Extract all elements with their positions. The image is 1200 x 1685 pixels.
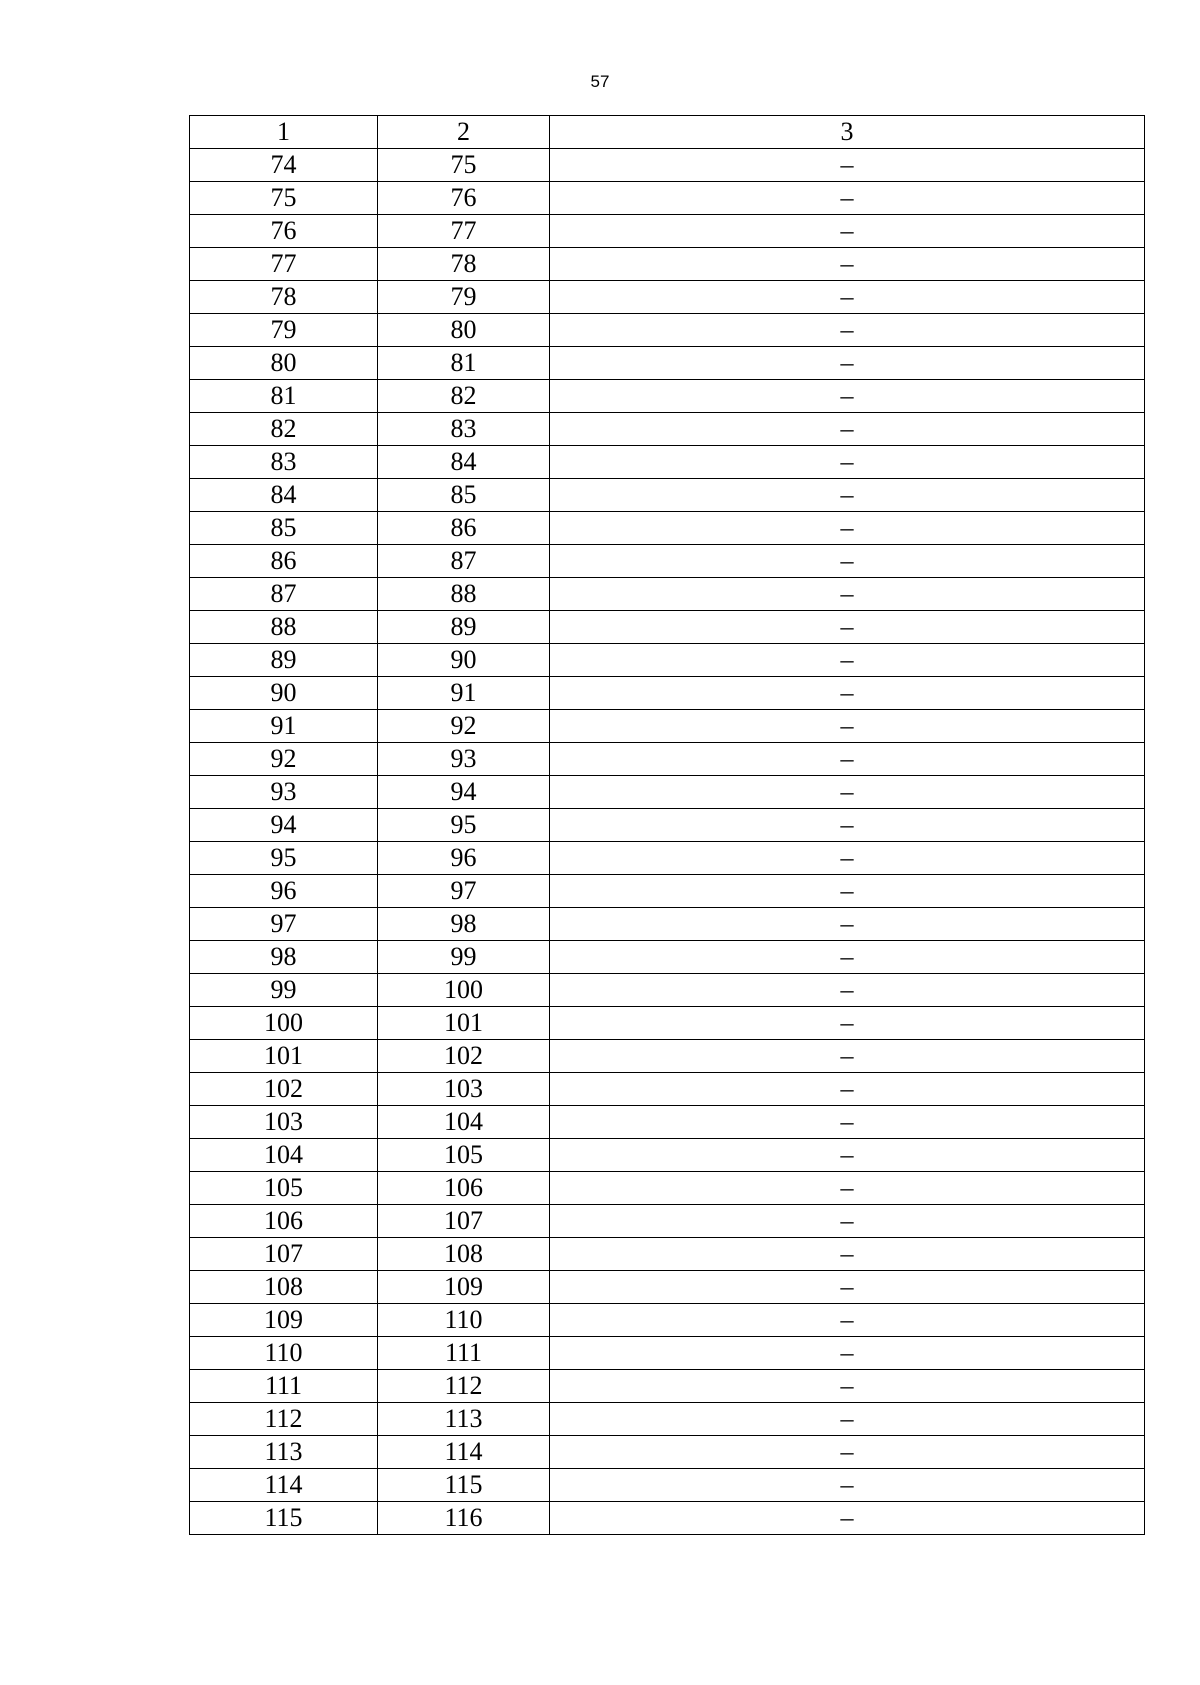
table-row (190, 1073, 1145, 1106)
table-cell-col2: 79 (378, 281, 550, 314)
table-cell-col2: 77 (378, 215, 550, 248)
table-cell-col2: 89 (378, 611, 550, 644)
table-cell-col2: 106 (378, 1172, 550, 1205)
table-cell-col2: 91 (378, 677, 550, 710)
table-row (190, 413, 1145, 446)
table-cell-col1: 79 (190, 314, 378, 347)
table-cell-col2: 103 (378, 1073, 550, 1106)
table-cell-col3: – (550, 314, 1145, 347)
table-row (190, 809, 1145, 842)
table-row (190, 1007, 1145, 1040)
table-cell-col3: – (550, 644, 1145, 677)
table-cell-col2: 94 (378, 776, 550, 809)
table-cell-col1: 86 (190, 545, 378, 578)
table-cell-col3: – (550, 677, 1145, 710)
table-cell-col3: – (550, 1139, 1145, 1172)
table-cell-col1: 80 (190, 347, 378, 380)
table-row (190, 1106, 1145, 1139)
table-cell-col1: 74 (190, 149, 378, 182)
table-cell-col3: – (550, 479, 1145, 512)
table-row (190, 611, 1145, 644)
table-cell-col3: – (550, 215, 1145, 248)
table-cell-col1: 76 (190, 215, 378, 248)
table-cell-col3: – (550, 1007, 1145, 1040)
table-cell-col3: – (550, 446, 1145, 479)
table-cell-col2: 78 (378, 248, 550, 281)
table-row (190, 314, 1145, 347)
table-cell-col3: – (550, 941, 1145, 974)
table-cell-col1: 103 (190, 1106, 378, 1139)
table-row (190, 908, 1145, 941)
header-cell-col1: 1 (190, 116, 378, 149)
table-cell-col3: – (550, 281, 1145, 314)
table-cell-col1: 83 (190, 446, 378, 479)
table-cell-col3: – (550, 1403, 1145, 1436)
table-cell-col1: 106 (190, 1205, 378, 1238)
table-cell-col2: 104 (378, 1106, 550, 1139)
table-row (190, 248, 1145, 281)
table-cell-col1: 102 (190, 1073, 378, 1106)
table-cell-col1: 105 (190, 1172, 378, 1205)
table-cell-col3: – (550, 1502, 1145, 1535)
table-cell-col2: 114 (378, 1436, 550, 1469)
table-cell-col3: – (550, 347, 1145, 380)
table-cell-col3: – (550, 842, 1145, 875)
table-cell-col1: 115 (190, 1502, 378, 1535)
table-cell-col2: 93 (378, 743, 550, 776)
table-cell-col2: 84 (378, 446, 550, 479)
table-cell-col3: – (550, 875, 1145, 908)
table-cell-col3: – (550, 1469, 1145, 1502)
table-cell-col2: 109 (378, 1271, 550, 1304)
table-cell-col2: 88 (378, 578, 550, 611)
table-cell-col3: – (550, 149, 1145, 182)
table-cell-col3: – (550, 512, 1145, 545)
table-cell-col3: – (550, 1205, 1145, 1238)
table-cell-col3: – (550, 611, 1145, 644)
table-cell-col2: 85 (378, 479, 550, 512)
table-cell-col3: – (550, 743, 1145, 776)
table-row (190, 842, 1145, 875)
table-row (190, 1436, 1145, 1469)
table-cell-col3: – (550, 578, 1145, 611)
table-cell-col3: – (550, 1238, 1145, 1271)
table-row (190, 215, 1145, 248)
table-row (190, 677, 1145, 710)
table-cell-col3: – (550, 1106, 1145, 1139)
table-cell-col2: 107 (378, 1205, 550, 1238)
table-cell-col3: – (550, 974, 1145, 1007)
table-cell-col3: – (550, 1271, 1145, 1304)
table-cell-col1: 81 (190, 380, 378, 413)
table-row (190, 776, 1145, 809)
table-row (190, 743, 1145, 776)
table-cell-col2: 100 (378, 974, 550, 1007)
table-row (190, 644, 1145, 677)
table-cell-col2: 112 (378, 1370, 550, 1403)
table-cell-col2: 82 (378, 380, 550, 413)
table-row (190, 1403, 1145, 1436)
table-cell-col1: 95 (190, 842, 378, 875)
table-cell-col1: 104 (190, 1139, 378, 1172)
table-cell-col2: 86 (378, 512, 550, 545)
table-row (190, 1139, 1145, 1172)
table-cell-col3: – (550, 248, 1145, 281)
table-cell-col1: 75 (190, 182, 378, 215)
data-table (189, 115, 1145, 1535)
table-row (190, 1040, 1145, 1073)
table-cell-col2: 96 (378, 842, 550, 875)
header-cell-col2: 2 (378, 116, 550, 149)
table-cell-col1: 112 (190, 1403, 378, 1436)
table-cell-col1: 78 (190, 281, 378, 314)
table-cell-col2: 108 (378, 1238, 550, 1271)
table-row (190, 1271, 1145, 1304)
table-cell-col1: 108 (190, 1271, 378, 1304)
table-cell-col2: 87 (378, 545, 550, 578)
table-cell-col3: – (550, 1304, 1145, 1337)
table-cell-col1: 87 (190, 578, 378, 611)
table-row (190, 281, 1145, 314)
table-cell-col3: – (550, 545, 1145, 578)
table-cell-col1: 91 (190, 710, 378, 743)
table-cell-col3: – (550, 1436, 1145, 1469)
table-cell-col1: 85 (190, 512, 378, 545)
table-row (190, 1502, 1145, 1535)
table-cell-col3: – (550, 1040, 1145, 1073)
table-row (190, 182, 1145, 215)
table-cell-col2: 99 (378, 941, 550, 974)
table-cell-col3: – (550, 776, 1145, 809)
header-cell-col3: 3 (550, 116, 1145, 149)
table-cell-col1: 88 (190, 611, 378, 644)
table-cell-col1: 109 (190, 1304, 378, 1337)
table-cell-col1: 82 (190, 413, 378, 446)
table-cell-col1: 114 (190, 1469, 378, 1502)
table-cell-col1: 92 (190, 743, 378, 776)
table-cell-col1: 111 (190, 1370, 378, 1403)
table-row (190, 1337, 1145, 1370)
table-cell-col1: 84 (190, 479, 378, 512)
table-row (190, 1469, 1145, 1502)
table-cell-col1: 89 (190, 644, 378, 677)
table-row (190, 512, 1145, 545)
table-cell-col2: 76 (378, 182, 550, 215)
table-cell-col2: 116 (378, 1502, 550, 1535)
page-number: 57 (590, 72, 610, 91)
table-cell-col2: 98 (378, 908, 550, 941)
table-cell-col2: 90 (378, 644, 550, 677)
table-cell-col3: – (550, 182, 1145, 215)
table-cell-col1: 113 (190, 1436, 378, 1469)
table-cell-col3: – (550, 809, 1145, 842)
table-body (190, 116, 1145, 1535)
table-cell-col3: – (550, 413, 1145, 446)
table-row (190, 941, 1145, 974)
table-row (190, 1238, 1145, 1271)
table-row (190, 347, 1145, 380)
table-row (190, 1304, 1145, 1337)
table-row (190, 545, 1145, 578)
table-row (190, 380, 1145, 413)
table-cell-col1: 90 (190, 677, 378, 710)
table-cell-col3: – (550, 908, 1145, 941)
table-row (190, 1205, 1145, 1238)
table-row (190, 1370, 1145, 1403)
table-cell-col2: 92 (378, 710, 550, 743)
table-cell-col1: 77 (190, 248, 378, 281)
table-cell-col1: 98 (190, 941, 378, 974)
table-cell-col3: – (550, 1172, 1145, 1205)
table-cell-col2: 95 (378, 809, 550, 842)
table-cell-col1: 100 (190, 1007, 378, 1040)
table-cell-col3: – (550, 1073, 1145, 1106)
table-row (190, 1172, 1145, 1205)
table-cell-col2: 111 (378, 1337, 550, 1370)
table-cell-col1: 101 (190, 1040, 378, 1073)
table-cell-col1: 93 (190, 776, 378, 809)
table-cell-col1: 94 (190, 809, 378, 842)
table-cell-col3: – (550, 1337, 1145, 1370)
table-cell-col2: 81 (378, 347, 550, 380)
table-cell-col2: 105 (378, 1139, 550, 1172)
table-cell-col2: 83 (378, 413, 550, 446)
table-row (190, 974, 1145, 1007)
table-cell-col1: 97 (190, 908, 378, 941)
table-cell-col1: 99 (190, 974, 378, 1007)
table-header-row (190, 116, 1145, 149)
table-cell-col2: 113 (378, 1403, 550, 1436)
table-row (190, 149, 1145, 182)
table-cell-col2: 102 (378, 1040, 550, 1073)
table-cell-col2: 115 (378, 1469, 550, 1502)
table-cell-col2: 97 (378, 875, 550, 908)
table-row (190, 479, 1145, 512)
table-cell-col1: 96 (190, 875, 378, 908)
table-cell-col1: 110 (190, 1337, 378, 1370)
table-cell-col2: 110 (378, 1304, 550, 1337)
table-cell-col3: – (550, 380, 1145, 413)
table-cell-col1: 107 (190, 1238, 378, 1271)
table-cell-col2: 75 (378, 149, 550, 182)
table-row (190, 710, 1145, 743)
table-row (190, 875, 1145, 908)
table-cell-col2: 80 (378, 314, 550, 347)
table-row (190, 446, 1145, 479)
table-cell-col2: 101 (378, 1007, 550, 1040)
table-cell-col3: – (550, 710, 1145, 743)
table-row (190, 578, 1145, 611)
table-cell-col3: – (550, 1370, 1145, 1403)
